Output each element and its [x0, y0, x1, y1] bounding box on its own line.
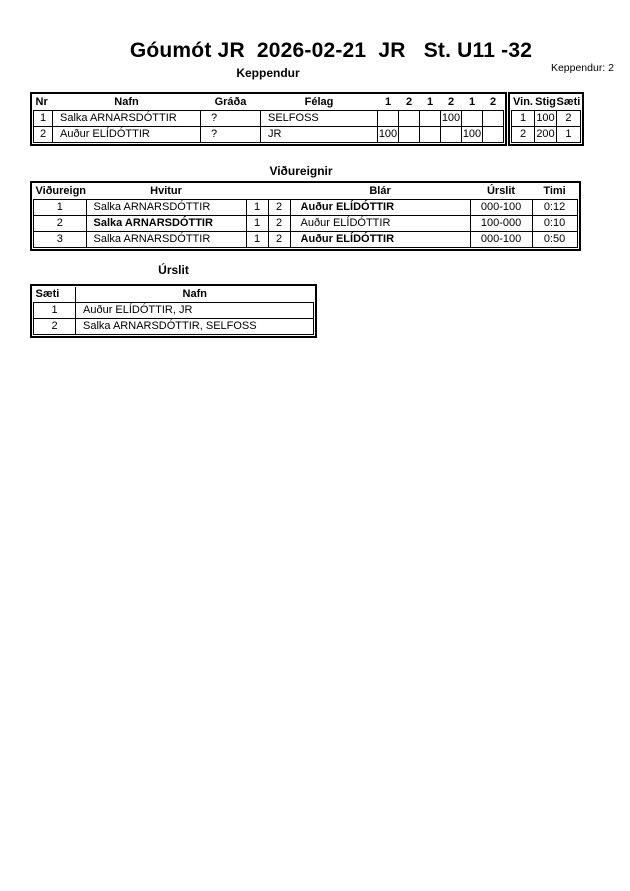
competitors-header-row: [34, 95, 504, 111]
competitor-wins: 1: [512, 111, 535, 127]
col-score-5: 1: [462, 95, 483, 111]
competitors-table: [30, 92, 507, 146]
match-flag-1: 1: [246, 216, 268, 232]
competitor-wins: 2: [512, 127, 535, 143]
match-time: 0:10: [532, 216, 577, 232]
result-row: [34, 319, 314, 335]
competitor-score: [483, 127, 504, 143]
competitor-name: Salka ARNARSDÓTTIR: [53, 111, 201, 127]
col-score2: [268, 184, 290, 200]
standings-row: [512, 127, 581, 143]
match-nr: 2: [34, 216, 87, 232]
competitor-name: Auður ELÍDÓTTIR: [53, 127, 201, 143]
match-blue: Auður ELÍDÓTTIR: [290, 216, 470, 232]
competitor-score: 100: [462, 127, 483, 143]
match-white: Salka ARNARSDÓTTIR: [86, 216, 246, 232]
competitor-score: [420, 127, 441, 143]
standings-header-row: [512, 95, 581, 111]
match-blue: Auður ELÍDÓTTIR: [290, 200, 470, 216]
result-place: 1: [34, 303, 76, 319]
competitor-row: [34, 111, 504, 127]
competitor-row: [34, 127, 504, 143]
col-urslit: Úrslit: [470, 184, 532, 200]
col-blar: Blár: [290, 184, 470, 200]
col-saeti: Sæti: [34, 287, 76, 303]
match-flag-1: 1: [246, 200, 268, 216]
competitor-score: [399, 111, 420, 127]
matches-section-title: Viðureignir: [269, 164, 333, 178]
match-nr: 3: [34, 232, 87, 248]
competitor-club: JR: [261, 127, 378, 143]
col-score-1: 1: [378, 95, 399, 111]
match-flag-1: 1: [246, 232, 268, 248]
competitor-club: SELFOSS: [261, 111, 378, 127]
match-row: [34, 200, 578, 216]
match-result: 000-100: [470, 232, 532, 248]
competitor-score: 100: [441, 111, 462, 127]
competitor-place: 1: [557, 127, 581, 143]
competitor-place: 2: [557, 111, 581, 127]
col-score-3: 1: [420, 95, 441, 111]
col-nafn: Nafn: [53, 95, 201, 111]
competitor-score: [483, 111, 504, 127]
col-nafn: Nafn: [76, 287, 314, 303]
competitor-score: [420, 111, 441, 127]
match-result: 000-100: [470, 200, 532, 216]
competitor-score: [462, 111, 483, 127]
competitor-grade: ?: [201, 111, 261, 127]
col-nr: Nr: [34, 95, 53, 111]
col-score-2: 2: [399, 95, 420, 111]
competitor-points: 100: [535, 111, 557, 127]
match-white: Salka ARNARSDÓTTIR: [86, 232, 246, 248]
result-row: [34, 303, 314, 319]
match-row: [34, 232, 578, 248]
competitor-score: 100: [378, 127, 399, 143]
match-flag-2: 2: [268, 232, 290, 248]
col-score-6: 2: [483, 95, 504, 111]
competitor-nr: 1: [34, 111, 53, 127]
competitors-standings-table: [508, 92, 584, 146]
match-time: 0:12: [532, 200, 577, 216]
result-name: Auður ELÍDÓTTIR, JR: [76, 303, 314, 319]
competitors-section-title: Keppendur: [236, 66, 300, 80]
match-time: 0:50: [532, 232, 577, 248]
col-saeti: Sæti: [557, 95, 581, 111]
competitor-score: [399, 127, 420, 143]
match-flag-2: 2: [268, 200, 290, 216]
col-score1: [246, 184, 268, 200]
result-name: Salka ARNARSDÓTTIR, SELFOSS: [76, 319, 314, 335]
competitor-score: [441, 127, 462, 143]
match-white: Salka ARNARSDÓTTIR: [86, 200, 246, 216]
competitor-score: [378, 111, 399, 127]
page-title: Góumót JR 2026-02-21 JR St. U11 -32: [129, 39, 533, 62]
matches-header-row: [34, 184, 578, 200]
results-section-title: Úrslit: [158, 263, 189, 277]
standings-row: [512, 111, 581, 127]
col-vin: Vin.: [512, 95, 535, 111]
col-felag: Félag: [261, 95, 378, 111]
competitor-points: 200: [535, 127, 557, 143]
col-grada: Gráða: [201, 95, 261, 111]
competitor-nr: 2: [34, 127, 53, 143]
competitor-grade: ?: [201, 127, 261, 143]
col-hvitur: Hvitur: [86, 184, 246, 200]
results-header-row: [34, 287, 314, 303]
match-row: [34, 216, 578, 232]
matches-table: [30, 181, 581, 251]
col-stig: Stig: [535, 95, 557, 111]
match-result: 100-000: [470, 216, 532, 232]
match-blue: Auður ELÍDÓTTIR: [290, 232, 470, 248]
col-score-4: 2: [441, 95, 462, 111]
match-flag-2: 2: [268, 216, 290, 232]
participants-count: Keppendur: 2: [550, 62, 614, 74]
result-place: 2: [34, 319, 76, 335]
results-table: [30, 284, 317, 338]
match-nr: 1: [34, 200, 87, 216]
col-vidureign: Viðureign: [34, 184, 87, 200]
col-timi: Timi: [532, 184, 577, 200]
